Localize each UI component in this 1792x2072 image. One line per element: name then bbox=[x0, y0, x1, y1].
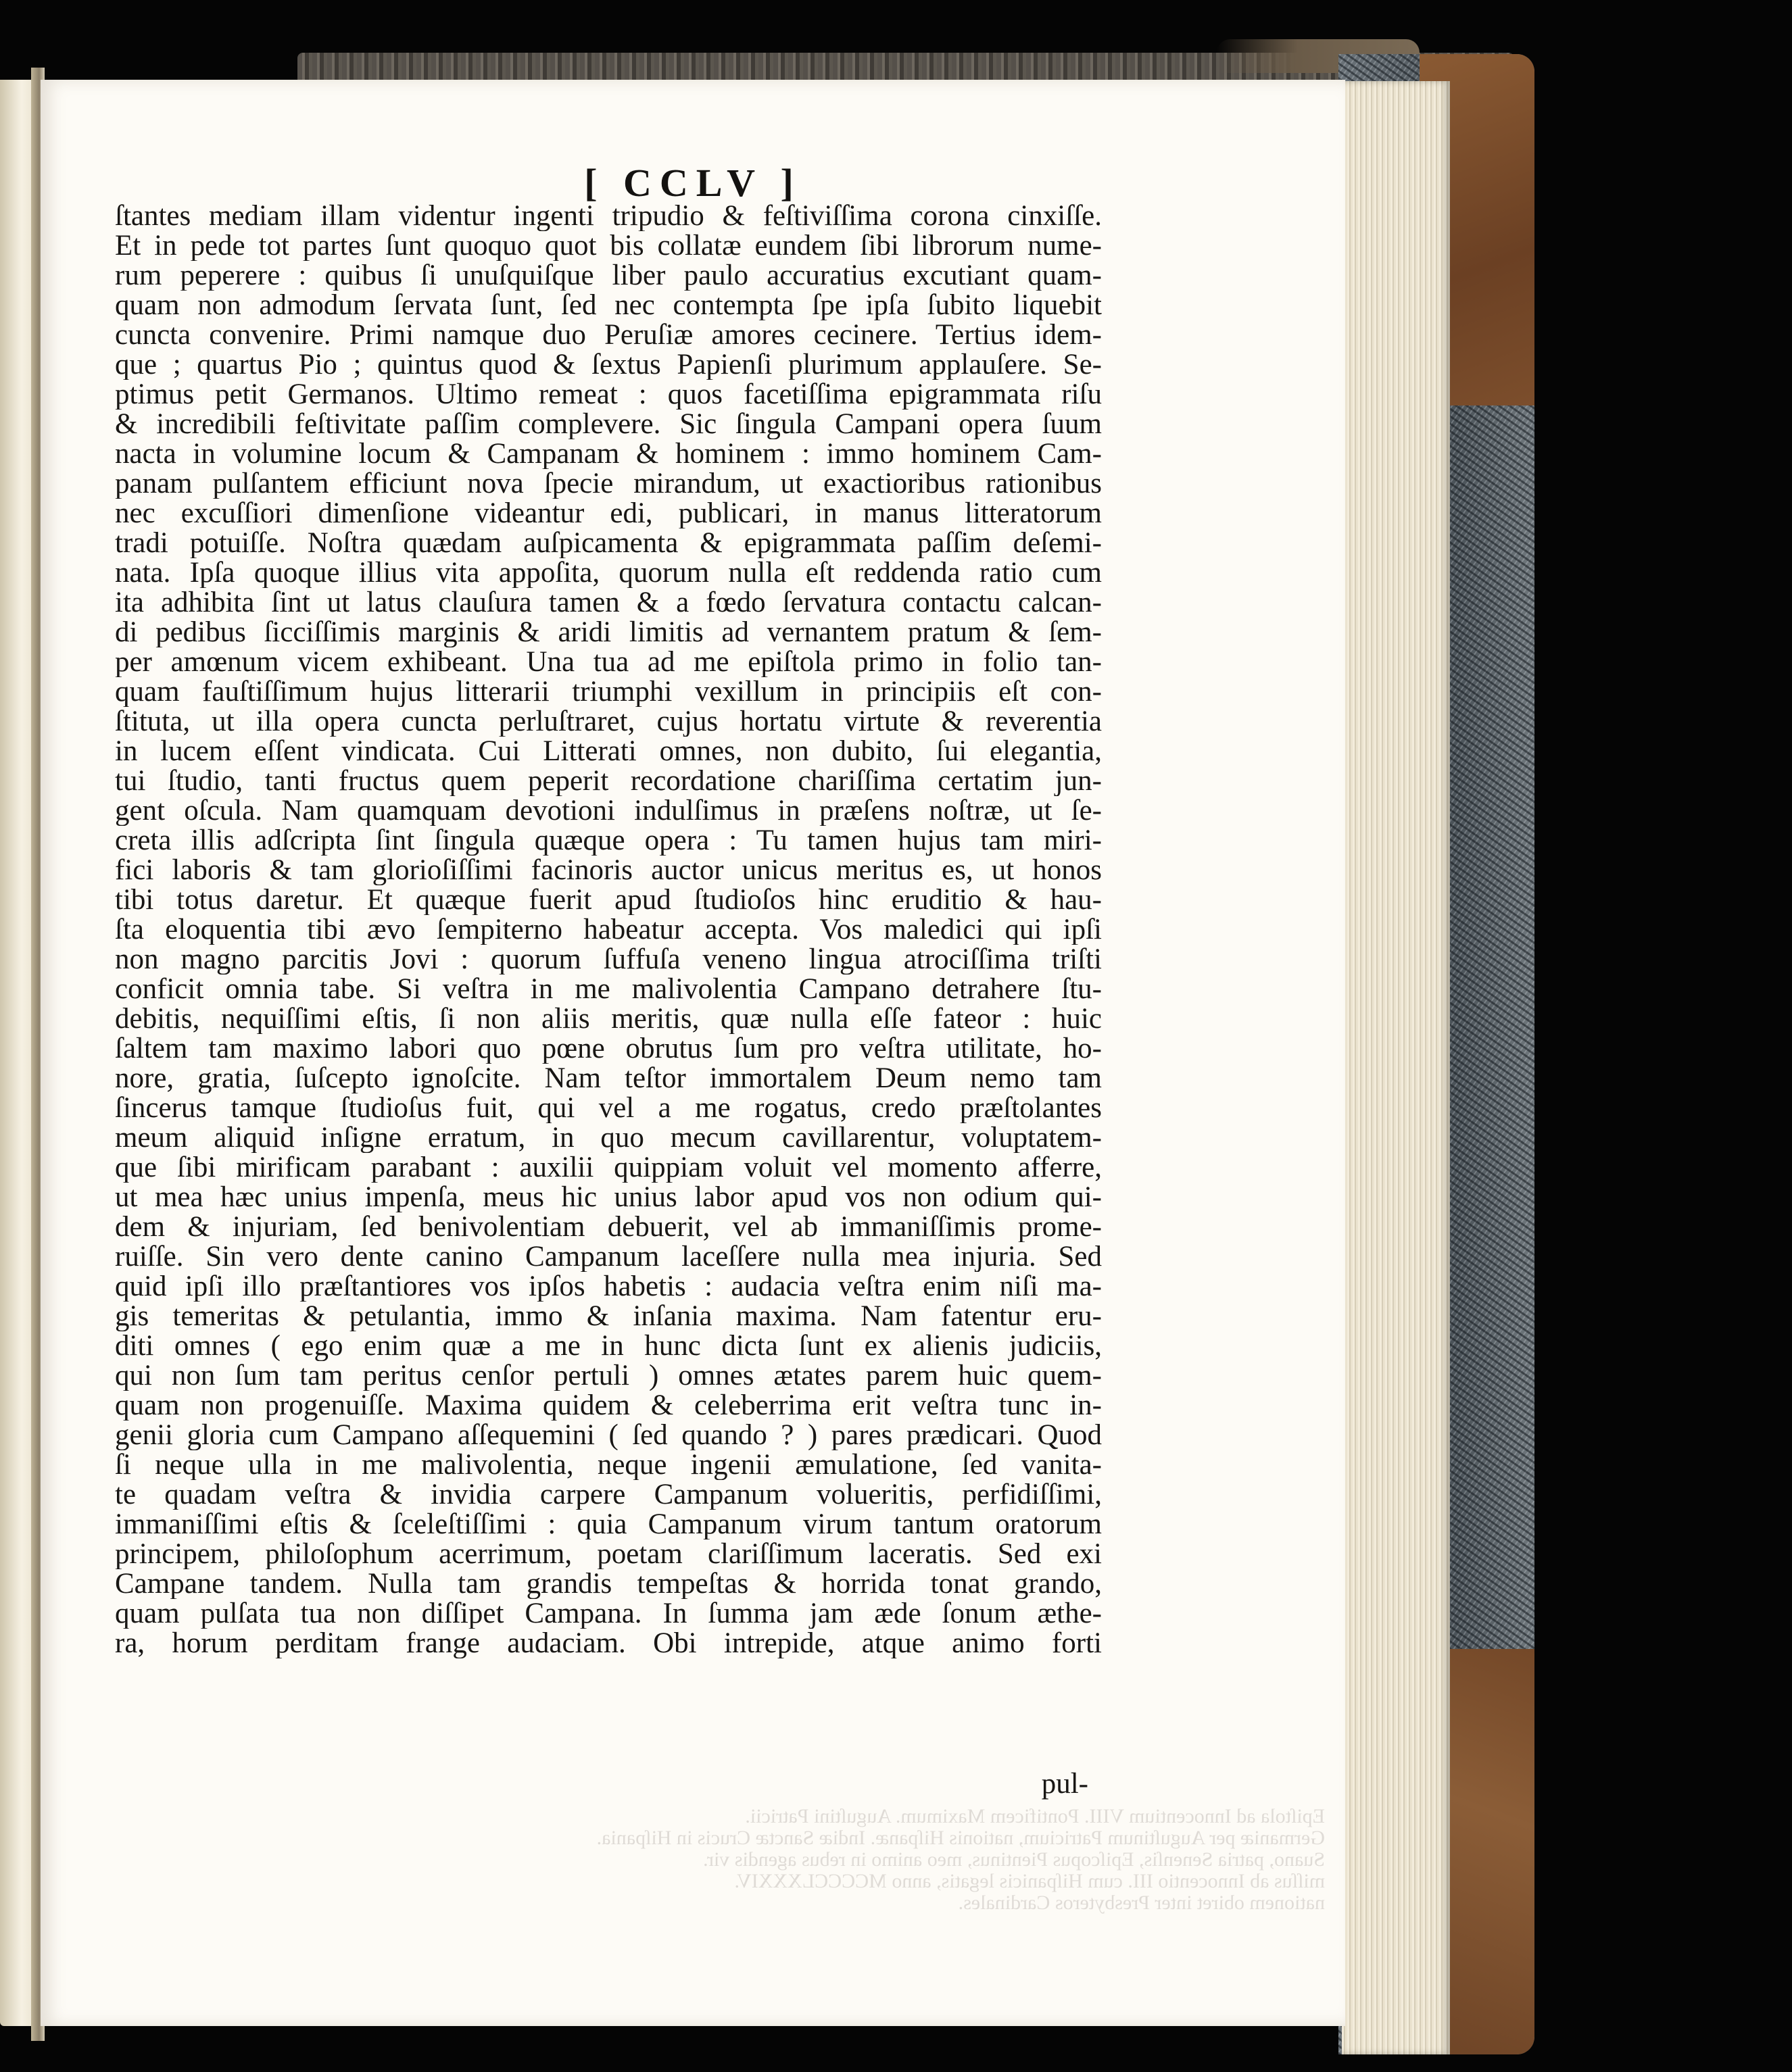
text-line: ut mea hæc unius impenſa, meus hic unius labor apud vos non odium qui- bbox=[115, 1183, 1102, 1212]
text-line: Campane tandem. Nulla tam grandis tempeſtas & horrida tonat grando, bbox=[115, 1569, 1102, 1599]
text-line: tui ſtudio, tanti fructus quem peperit recordatione chariſſima certatim jun- bbox=[115, 766, 1102, 796]
text-line: nore, gratia, ſuſcepto ignoſcite. Nam teſtor immortalem Deum nemo tam bbox=[115, 1064, 1102, 1093]
text-line: cuncta convenire. Primi namque duo Peruſiæ amores cecinere. Tertius idem- bbox=[115, 320, 1102, 350]
text-line: non magno parcitis Jovi : quorum ſuffuſa veneno lingua atrociſſima triſti bbox=[115, 945, 1102, 975]
text-line: tradi potuiſſe. Noſtra quædam auſpicamenta & epigrammata paſſim deſemi- bbox=[115, 528, 1102, 558]
text-line: ptimus petit Germanos. Ultimo remeat : quos facetiſſima epigrammata riſu bbox=[115, 380, 1102, 410]
text-line: ſaltem tam maximo labori quo pœne obrutus ſum pro veſtra utilitate, ho- bbox=[115, 1034, 1102, 1064]
show-through-text bbox=[596, 1805, 1325, 1914]
text-line: per amœnum vicem exhibeant. Una tua ad me epiſtola primo in folio tan- bbox=[115, 647, 1102, 677]
text-line: genii gloria cum Campano aſſequemini ( ſed quando ? ) pares prædicari. Quod bbox=[115, 1421, 1102, 1450]
show-through-line: Suano, patria Senenſis, Epiſcopus Pientinus, meo animo in rebus agendis vir. bbox=[703, 1848, 1325, 1871]
text-line: te quadam veſtra & invidia carpere Campanum volueritis, perfidiſſimi, bbox=[115, 1480, 1102, 1510]
text-line: nacta in volumine locum & Campanam & hominem : immo hominem Cam- bbox=[115, 439, 1102, 469]
text-line: ſincerus tamque ſtudioſus fuit, qui vel a me rogatus, credo præſtolantes bbox=[115, 1093, 1102, 1123]
text-line: que ; quartus Pio ; quintus quod & ſextus Papienſi plurimum applauſere. Se- bbox=[115, 350, 1102, 380]
text-line: Et in pede tot partes ſunt quoquo quot bis collatæ eundem ſibi librorum nume- bbox=[115, 231, 1102, 261]
show-through-line: Epiſtola ad Innocentium VIII. Pontificem Maximum. Auguſtini Patricii. bbox=[745, 1805, 1325, 1827]
text-line: nec excuſſiori dimenſione videantur edi, publicari, in manus litteratorum bbox=[115, 499, 1102, 528]
text-line: conficit omnia tabe. Si veſtra in me malivolentia Campano detrahere ſtu- bbox=[115, 975, 1102, 1004]
text-line: quam non admodum ſervata ſunt, ſed nec contempta ſpe ipſa ſubito liquebit bbox=[115, 291, 1102, 320]
text-line: gent oſcula. Nam quamquam devotioni indulſimus in præſens noſtræ, ut ſe- bbox=[115, 796, 1102, 826]
text-line: que ſibi mirificam parabant : auxilii quippiam voluit vel momento afferre, bbox=[115, 1153, 1102, 1183]
text-line: meum aliquid inſigne erratum, in quo mecum cavillarentur, voluptatem- bbox=[115, 1123, 1102, 1153]
text-line: panam pulſantem efficiunt nova ſpecie mirandum, ut exactioribus rationibus bbox=[115, 469, 1102, 499]
text-line: dem & injuriam, ſed benivolentiam debuerit, vel ab immaniſſimis prome- bbox=[115, 1212, 1102, 1242]
show-through-line: miſſus ab Innocentio III. cum Hiſpanicis legatis, anno MCCCCLXXXIV. bbox=[734, 1870, 1325, 1892]
text-line: ſta eloquentia tibi ævo ſempiterno habeatur accepta. Vos maledici qui ipſi bbox=[115, 915, 1102, 945]
text-line: quam non progenuiſſe. Maxima quidem & celeberrima erit veſtra tunc in- bbox=[115, 1391, 1102, 1421]
text-line: gis temeritas & petulantia, immo & inſania maxima. Nam fatentur eru- bbox=[115, 1302, 1102, 1331]
text-line: in lucem eſſent vindicata. Cui Litterati omnes, non dubito, ſui elegantia, bbox=[115, 737, 1102, 766]
show-through-line: Germaniæ per Auguſtinum Patricium, nationis Hiſpanæ. Indiæ Sanctæ Crucis in Hiſpania. bbox=[596, 1827, 1325, 1849]
text-line: & incredibili feſtivitate paſſim complevere. Sic ſingula Campani opera ſuum bbox=[115, 410, 1102, 439]
text-line: principem, philoſophum acerrimum, poetam clariſſimum laceratis. Sed exi bbox=[115, 1539, 1102, 1569]
text-line: ſtantes mediam illam videntur ingenti tripudio & feſtiviſſima corona cinxiſſe. bbox=[115, 201, 1102, 231]
text-line: fici laboris & tam glorioſiſſimi facinoris auctor unicus meritus es, ut honos bbox=[115, 856, 1102, 885]
text-line: ita adhibita ſint ut latus clauſura tamen & a fœdo ſervatura contactu calcan- bbox=[115, 588, 1102, 618]
page-edge-stack bbox=[1342, 81, 1450, 2054]
text-line: rum peperere : quibus ſi unuſquiſque liber paulo accuratius excutiant quam- bbox=[115, 261, 1102, 291]
text-line: diti omnes ( ego enim quæ a me in hunc dicta ſunt ex alienis judiciis, bbox=[115, 1331, 1102, 1361]
text-line: ſi neque ulla in me malivolentia, neque ingenii æmulatione, ſed vanita- bbox=[115, 1450, 1102, 1480]
show-through-line: nationem obiret inter Presbyteros Cardinales. bbox=[958, 1892, 1325, 1914]
book-page bbox=[41, 80, 1345, 2026]
text-line: tibi totus daretur. Et quæque fuerit apud ſtudioſos hinc eruditio & hau- bbox=[115, 885, 1102, 915]
text-line: ſtituta, ut illa opera cuncta perluſtraret, cujus hortatu virtute & reverentia bbox=[115, 707, 1102, 737]
text-line: immaniſſimi eſtis & ſceleſtiſſimi : quia Campanum virum tantum oratorum bbox=[115, 1510, 1102, 1539]
catchword: pul- bbox=[1041, 1768, 1088, 1800]
text-line: debitis, nequiſſimi eſtis, ſi non aliis meritis, quæ nulla eſſe fateor : huic bbox=[115, 1004, 1102, 1034]
text-line: di pedibus ſicciſſimis marginis & aridi limitis ad vernantem pratum & ſem- bbox=[115, 618, 1102, 647]
page-number-heading: [ CCLV ] bbox=[584, 161, 802, 205]
text-line: ra, horum perditam frange audaciam. Obi intrepide, atque animo forti bbox=[115, 1629, 1102, 1658]
text-line: nata. Ipſa quoque illius vita appoſita, quorum nulla eſt reddenda ratio cum bbox=[115, 558, 1102, 588]
latin-text-block bbox=[115, 201, 1102, 1658]
text-line: ruiſſe. Sin vero dente canino Campanum laceſſere nulla mea injuria. Sed bbox=[115, 1242, 1102, 1272]
text-line: creta illis adſcripta ſint ſingula quæque opera : Tu tamen hujus tam miri- bbox=[115, 826, 1102, 856]
text-line: qui non ſum tam peritus cenſor pertuli ) omnes ætates parem huic quem- bbox=[115, 1361, 1102, 1391]
text-line: quam pulſata tua non diſſipet Campana. In ſumma jam æde ſonum æthe- bbox=[115, 1599, 1102, 1629]
text-line: quid ipſi illo præſtantiores vos ipſos habetis : audacia veſtra enim niſi ma- bbox=[115, 1272, 1102, 1302]
text-line: quam fauſtiſſimum hujus litterarii triumphi vexillum in principiis eſt con- bbox=[115, 677, 1102, 707]
